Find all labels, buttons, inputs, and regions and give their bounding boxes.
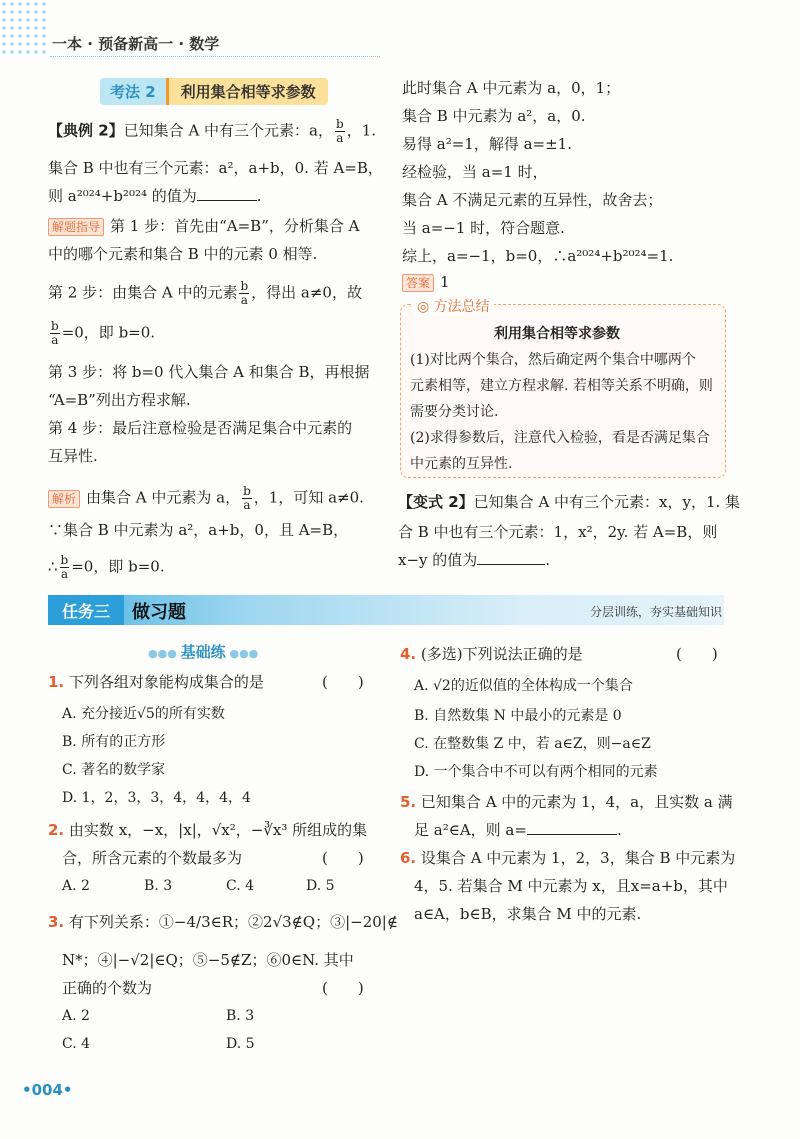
question-4-option-d: D. 一个集合中不可以有两个相同的元素 xyxy=(414,764,658,780)
solution-line-1: 此时集合 A 中元素为 a，0，1； xyxy=(402,79,621,97)
guide-step-2: 第 2 步：由集合 A 中的元素 $\frac{b}{a}$ ，得出 a≠0，故 xyxy=(48,279,362,307)
question-4-paren: ( ) xyxy=(676,645,718,663)
question-3-option-a: A. 2 xyxy=(62,1008,90,1024)
lightbulb-icon: ◎ xyxy=(417,299,434,315)
fraction-b-over-a: $\frac{b}{a}$ xyxy=(60,553,69,581)
answer-badge: 答案 xyxy=(402,274,434,292)
question-4-option-a: A. √2的近似值的全体构成一个集合 xyxy=(414,678,633,694)
example-line-3: 则 a²⁰²⁴+b²⁰²⁴ 的值为 . xyxy=(48,187,262,205)
question-6-stem-2: 4，5. 若集合 M 中元素为 x，且x=a+b，其中 xyxy=(414,877,728,895)
question-1-stem: 1. 下列各组对象能构成集合的是 xyxy=(48,673,264,691)
fraction-b-over-a: $\frac{b}{a}$ xyxy=(336,117,344,145)
answer-line: 答案 1 xyxy=(402,272,450,292)
task-subtitle: 分层训练，夯实基础知识 xyxy=(589,605,722,619)
question-2-option-b: B. 3 xyxy=(144,878,173,894)
solution-line-7: 综上，a=−1，b=0，∴a²⁰²⁴+b²⁰²⁴=1. xyxy=(402,247,674,265)
task-title: 做习题 xyxy=(132,602,186,623)
question-3-stem: 3. 有下列关系：①−4/3∈R；②2√3∉Q；③|−20|∉ xyxy=(48,913,398,931)
page-number: •004• xyxy=(22,1081,73,1099)
question-2-option-d: D. 5 xyxy=(306,878,335,894)
fraction-b-over-a: $\frac{b}{a}$ xyxy=(243,484,251,512)
variant-line-3: x−y 的值为 . xyxy=(398,551,551,569)
guide-step-4b: 互异性. xyxy=(48,447,98,465)
guide-step-2b: $\frac{b}{a}$ =0，即 b=0. xyxy=(51,319,156,347)
question-6-stem-3: a∈A，b∈B，求集合 M 中的元素. xyxy=(414,905,642,923)
question-3-stem-3: 正确的个数为 xyxy=(62,979,153,997)
analysis-line-3: ∴ $\frac{b}{a}$ =0，即 b=0. xyxy=(48,553,165,581)
answer-blank xyxy=(527,820,617,835)
running-head: 一本 · 预备新高一 · 数学 xyxy=(52,35,220,53)
solution-line-5: 集合 A 不满足元素的互异性，故舍去； xyxy=(402,191,663,209)
question-3-option-c: C. 4 xyxy=(62,1036,91,1052)
analysis-line-1: 解析 由集合 A 中元素为 a， $\frac{b}{a}$ ，1，可知 a≠0. xyxy=(48,485,364,512)
fraction-b-over-a: $\frac{b}{a}$ xyxy=(240,279,249,307)
solution-line-4: 经检验，当 a=1 时， xyxy=(402,163,548,181)
method-title: 利用集合相等求参数 xyxy=(494,326,620,342)
question-3-option-b: B. 3 xyxy=(226,1008,255,1024)
question-2-stem: 2. 由实数 x，−x，|x|，√x²，−∛x³ 所组成的集 xyxy=(48,821,368,839)
guide-step-1b: 中的哪个元素和集合 B 中的元素 0 相等. xyxy=(48,245,318,263)
method-p2a: (2)求得参数后，注意代入检验，看是否满足集合 xyxy=(410,430,710,446)
question-4-option-c: C. 在整数集 Z 中，若 a∈Z，则−a∈Z xyxy=(414,736,651,752)
question-2-option-a: A. 2 xyxy=(62,878,90,894)
question-1-paren: ( ) xyxy=(322,673,364,691)
question-1-option-b: B. 所有的正方形 xyxy=(62,734,166,750)
question-4-option-b: B. 自然数集 N 中最小的元素是 0 xyxy=(414,708,622,724)
method-tag xyxy=(100,78,328,104)
question-3-stem-2: N*；④|−√2|∈Q；⑤−5∉Z；⑥0∈N. 其中 xyxy=(62,951,354,969)
question-2-stem-2: 合，所含元素的个数最多为 xyxy=(62,849,243,867)
example-line-2: 集合 B 中也有三个元素：a²，a+b，0. 若 A=B， xyxy=(48,159,383,177)
method-p2b: 中元素的互异性. xyxy=(410,456,513,472)
method-p1c: 需要分类讨论. xyxy=(410,404,499,420)
variant-line-1: 【变式 2】已知集合 A 中有三个元素：x，y，1. 集 xyxy=(398,493,741,511)
dot-decoration-icon: ●●● xyxy=(225,647,259,660)
method-tag-number: 考法 2 xyxy=(100,78,166,105)
question-1-option-a: A. 充分接近√5的所有实数 xyxy=(62,706,225,722)
answer-blank xyxy=(477,550,545,565)
fraction-b-over-a: $\frac{b}{a}$ xyxy=(51,319,59,347)
question-5-stem-2: 足 a²∈A，则 a= . xyxy=(414,821,622,839)
solution-line-6: 当 a=−1 时，符合题意. xyxy=(402,219,565,237)
question-1-option-c: C. 著名的数学家 xyxy=(62,762,166,778)
dot-decoration-icon: ●●● xyxy=(148,647,181,660)
guide-step-4: 第 4 步：最后注意检验是否满足集合中元素的 xyxy=(48,419,353,437)
solution-line-2: 集合 B 中元素为 a²，a，0. xyxy=(402,107,586,125)
task-tag: 任务三 xyxy=(48,595,124,625)
method-p1b: 元素相等，建立方程求解. 若相等关系不明确，则 xyxy=(410,378,713,394)
question-2-option-c: C. 4 xyxy=(226,878,255,894)
question-3-option-d: D. 5 xyxy=(226,1036,255,1052)
header-divider xyxy=(50,56,380,57)
method-p1a: (1)对比两个集合，然后确定两个集合中哪两个 xyxy=(410,352,696,368)
answer-blank xyxy=(197,186,257,201)
basic-practice-title: ●●● 基础练 ●●● xyxy=(148,643,259,661)
question-4-stem: 4. (多选)下列说法正确的是 xyxy=(400,645,583,663)
question-5-stem: 5. 已知集合 A 中的元素为 1，4，a，且实数 a 满 xyxy=(400,793,733,811)
guide-step-1: 解题指导 第 1 步：首先由“A=B”，分析集合 A xyxy=(48,216,359,236)
method-tag-title: 利用集合相等求参数 xyxy=(166,78,328,105)
question-2-paren: ( ) xyxy=(322,849,364,867)
guide-badge: 解题指导 xyxy=(48,218,104,236)
guide-step-3: 第 3 步：将 b=0 代入集合 A 和集合 B，再根据 xyxy=(48,363,370,381)
question-1-option-d: D. 1，2，3，3，4，4，4，4 xyxy=(62,790,251,806)
analysis-badge: 解析 xyxy=(48,490,80,508)
method-summary-heading: ◎ 方法总结 xyxy=(413,296,494,316)
analysis-line-2: ∵集合 B 中元素为 a²，a+b，0，且 A=B， xyxy=(48,521,349,539)
guide-step-3b: “A=B”列出方程求解. xyxy=(48,391,191,409)
example-line-1: 【典例 2】已知集合 A 中有三个元素：a， $\frac{b}{a}$ ，1. xyxy=(48,117,376,145)
question-3-paren: ( ) xyxy=(322,979,364,997)
variant-line-2: 合 B 中也有三个元素：1，x²，2y. 若 A=B，则 xyxy=(398,523,718,541)
question-6-stem: 6. 设集合 A 中元素为 1，2，3，集合 B 中元素为 xyxy=(400,849,736,867)
corner-dot-pattern xyxy=(0,0,46,58)
solution-line-3: 易得 a²=1，解得 a=±1. xyxy=(402,135,572,153)
